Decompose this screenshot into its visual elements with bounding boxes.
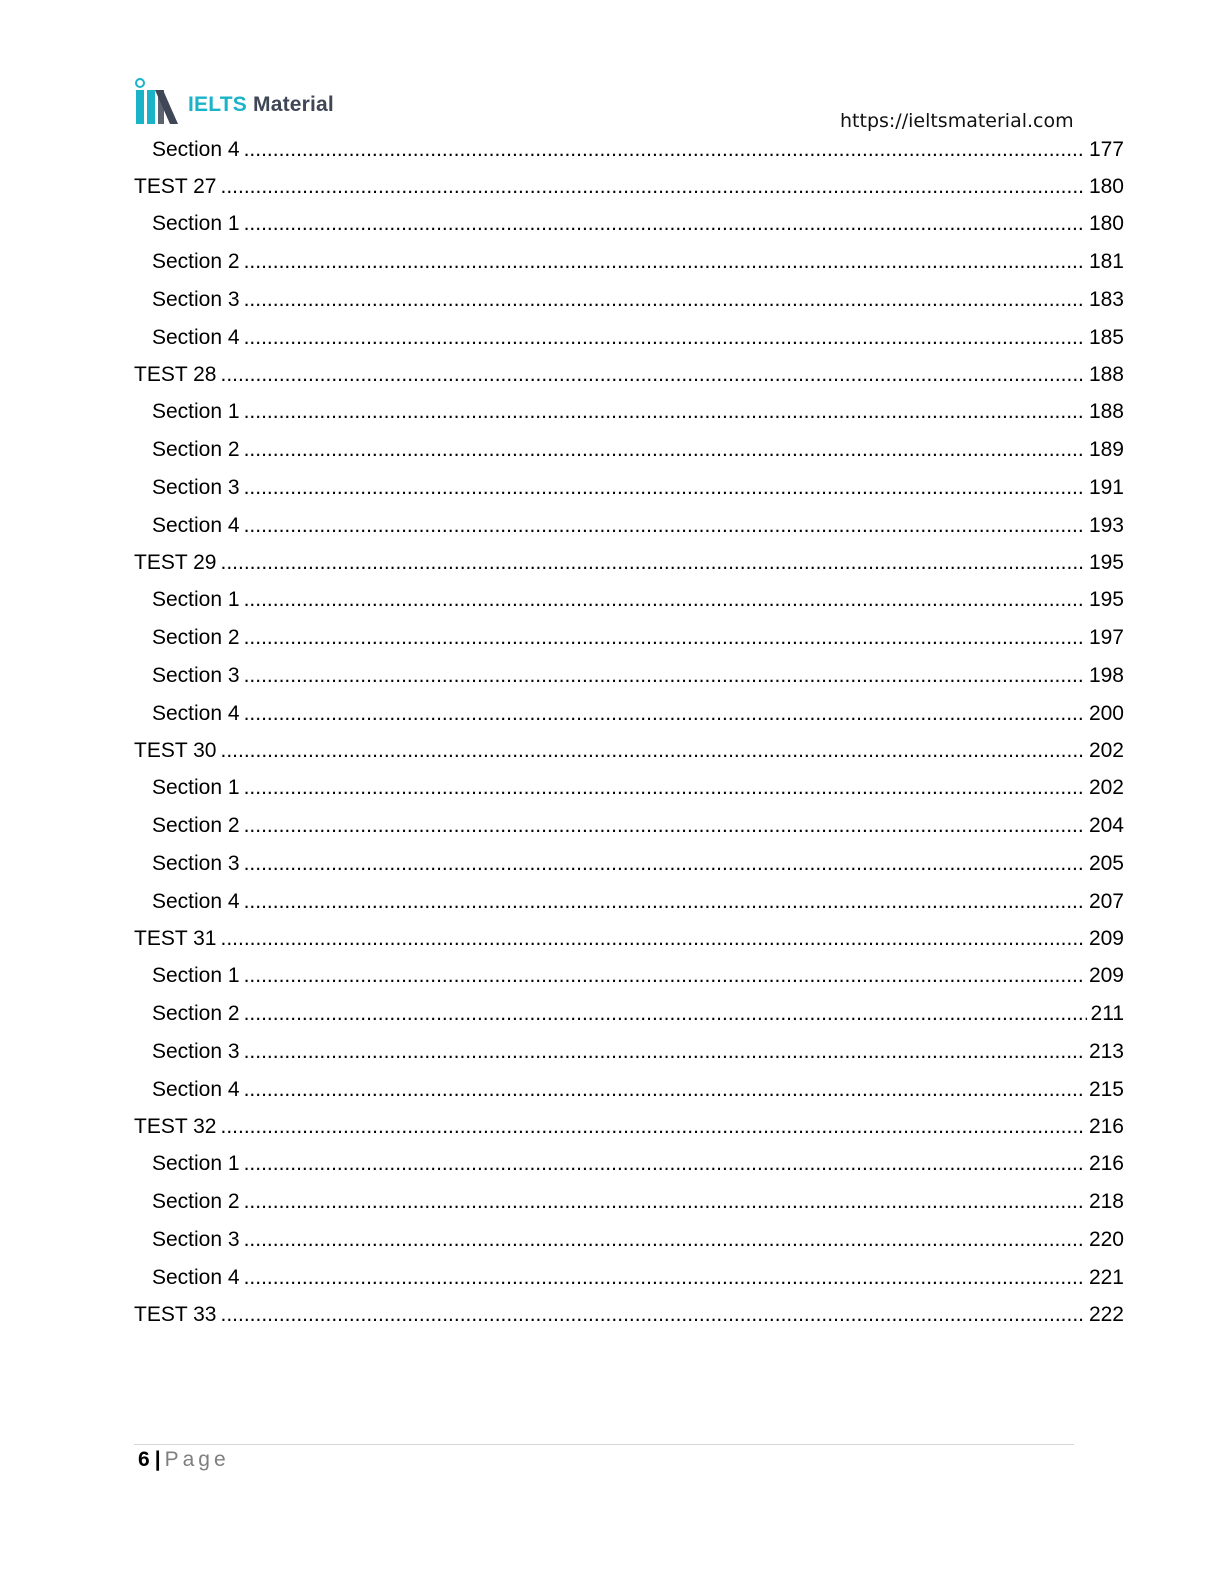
toc-entry-section[interactable] [134, 205, 1124, 243]
page-number: 6 [138, 1448, 150, 1471]
toc-entry-label: Section 4 [152, 514, 240, 537]
toc-entry-label: Section 4 [152, 138, 240, 161]
toc-entry-test[interactable] [134, 169, 1124, 205]
toc-entry-label: Section 2 [152, 250, 240, 273]
toc-entry-label: TEST 28 [134, 363, 217, 386]
toc-entry-label: TEST 29 [134, 551, 217, 574]
toc-dot-leader [244, 807, 1085, 845]
toc-dot-leader [244, 243, 1085, 281]
toc-entry-section[interactable] [134, 319, 1124, 357]
toc-entry-page: 198 [1088, 664, 1124, 687]
toc-dot-leader [244, 695, 1085, 733]
toc-dot-leader [244, 1071, 1085, 1109]
toc-entry-section[interactable] [134, 957, 1124, 995]
toc-entry-label: Section 4 [152, 890, 240, 913]
toc-entry-label: Section 3 [152, 288, 240, 311]
toc-entry-page: 191 [1088, 476, 1124, 499]
toc-dot-leader [220, 1109, 1084, 1145]
toc-dot-leader [220, 921, 1084, 957]
toc-entry-label: Section 4 [152, 1078, 240, 1101]
toc-entry-test[interactable] [134, 1297, 1124, 1333]
toc-entry-label: Section 2 [152, 1002, 240, 1025]
toc-entry-page: 181 [1088, 250, 1124, 273]
toc-dot-leader [220, 1297, 1084, 1333]
toc-entry-page: 188 [1088, 363, 1124, 386]
toc-entry-page: 213 [1088, 1040, 1124, 1063]
toc-dot-leader [244, 769, 1085, 807]
toc-entry-label: Section 2 [152, 626, 240, 649]
toc-dot-leader [244, 319, 1085, 357]
footer-separator: | [154, 1448, 161, 1471]
toc-entry-label: Section 1 [152, 1152, 240, 1175]
toc-entry-label: Section 1 [152, 964, 240, 987]
toc-entry-section[interactable] [134, 581, 1124, 619]
toc-entry-page: 216 [1088, 1115, 1124, 1138]
toc-dot-leader [244, 845, 1085, 883]
toc-entry-section[interactable] [134, 131, 1124, 169]
toc-dot-leader [244, 619, 1085, 657]
toc-entry-section[interactable] [134, 1259, 1124, 1297]
toc-entry-label: Section 1 [152, 400, 240, 423]
toc-entry-label: Section 3 [152, 664, 240, 687]
page-header [0, 0, 1224, 140]
toc-dot-leader [244, 131, 1085, 169]
toc-entry-label: Section 4 [152, 326, 240, 349]
toc-dot-leader [220, 357, 1084, 393]
toc-entry-page: 218 [1088, 1190, 1124, 1213]
toc-entry-section[interactable] [134, 243, 1124, 281]
toc-entry-page: 177 [1088, 138, 1124, 161]
toc-dot-leader [244, 507, 1085, 545]
toc-entry-page: 185 [1088, 326, 1124, 349]
toc-entry-page: 193 [1088, 514, 1124, 537]
toc-entry-section[interactable] [134, 1071, 1124, 1109]
toc-dot-leader [244, 995, 1087, 1033]
toc-entry-label: Section 3 [152, 852, 240, 875]
toc-entry-label: Section 3 [152, 1040, 240, 1063]
toc-entry-page: 222 [1088, 1303, 1124, 1326]
toc-dot-leader [244, 883, 1085, 921]
toc-entry-label: Section 2 [152, 1190, 240, 1213]
ielts-material-logo-icon [134, 78, 180, 126]
toc-entry-section[interactable] [134, 769, 1124, 807]
toc-entry-label: TEST 32 [134, 1115, 217, 1138]
toc-dot-leader [244, 431, 1085, 469]
toc-dot-leader [244, 1221, 1085, 1259]
toc-dot-leader [244, 957, 1085, 995]
toc-entry-label: Section 4 [152, 1266, 240, 1289]
toc-entry-section[interactable] [134, 883, 1124, 921]
toc-entry-page: 183 [1088, 288, 1124, 311]
toc-entry-page: 207 [1088, 890, 1124, 913]
toc-entry-label: Section 3 [152, 1228, 240, 1251]
toc-entry-test[interactable] [134, 733, 1124, 769]
toc-entry-section[interactable] [134, 807, 1124, 845]
toc-dot-leader [244, 281, 1085, 319]
toc-entry-page: 209 [1088, 927, 1124, 950]
toc-entry-section[interactable] [134, 1033, 1124, 1071]
toc-entry-section[interactable] [134, 695, 1124, 733]
toc-dot-leader [220, 733, 1084, 769]
toc-entry-test[interactable] [134, 357, 1124, 393]
toc-entry-page: 180 [1088, 212, 1124, 235]
logo-wordmark [188, 93, 334, 117]
toc-dot-leader [244, 1183, 1085, 1221]
page-footer [138, 1448, 230, 1472]
toc-entry-label: TEST 33 [134, 1303, 217, 1326]
toc-entry-section[interactable] [134, 619, 1124, 657]
toc-entry-label: Section 2 [152, 814, 240, 837]
toc-entry-page: 195 [1088, 551, 1124, 574]
toc-entry-label: TEST 30 [134, 739, 217, 762]
toc-entry-section[interactable] [134, 845, 1124, 883]
toc-entry-label: TEST 27 [134, 175, 217, 198]
toc-dot-leader [244, 205, 1085, 243]
toc-entry-section[interactable] [134, 657, 1124, 695]
toc-entry-page: 215 [1088, 1078, 1124, 1101]
toc-entry-page: 189 [1088, 438, 1124, 461]
toc-dot-leader [244, 1145, 1085, 1183]
toc-dot-leader [244, 1259, 1085, 1297]
toc-dot-leader [244, 581, 1085, 619]
toc-entry-label: Section 3 [152, 476, 240, 499]
toc-entry-page: 202 [1088, 739, 1124, 762]
toc-entry-page: 197 [1088, 626, 1124, 649]
toc-dot-leader [244, 1033, 1085, 1071]
logo-word-material: Material [253, 93, 334, 116]
toc-dot-leader [244, 657, 1085, 695]
toc-entry-page: 188 [1088, 400, 1124, 423]
toc-entry-label: Section 1 [152, 588, 240, 611]
toc-dot-leader [244, 393, 1085, 431]
page-word: Page [164, 1448, 230, 1471]
toc-entry-label: Section 1 [152, 776, 240, 799]
toc-entry-section[interactable] [134, 1145, 1124, 1183]
toc-entry-page: 209 [1088, 964, 1124, 987]
toc-entry-section[interactable] [134, 281, 1124, 319]
toc-entry-section[interactable] [134, 507, 1124, 545]
toc-entry-page: 204 [1088, 814, 1124, 837]
toc-entry-section[interactable] [134, 393, 1124, 431]
toc-entry-section[interactable] [134, 1221, 1124, 1259]
toc-entry-page: 195 [1088, 588, 1124, 611]
toc-entry-test[interactable] [134, 921, 1124, 957]
toc-entry-page: 205 [1088, 852, 1124, 875]
ielts-material-logo [134, 78, 334, 126]
toc-dot-leader [220, 169, 1084, 205]
toc-entry-label: Section 4 [152, 702, 240, 725]
toc-dot-leader [220, 545, 1084, 581]
logo-word-ielts: IELTS [188, 93, 247, 116]
toc-entry-page: 221 [1088, 1266, 1124, 1289]
toc-entry-label: Section 1 [152, 212, 240, 235]
toc-entry-label: TEST 31 [134, 927, 217, 950]
footer-divider [134, 1444, 1074, 1445]
toc-entry-page: 216 [1088, 1152, 1124, 1175]
toc-entry-page: 220 [1088, 1228, 1124, 1251]
toc-entry-page: 180 [1088, 175, 1124, 198]
toc-entry-section[interactable] [134, 1183, 1124, 1221]
toc-dot-leader [244, 469, 1085, 507]
toc-entry-section[interactable] [134, 995, 1124, 1033]
toc-entry-page: 200 [1088, 702, 1124, 725]
toc-entry-section[interactable] [134, 431, 1124, 469]
toc-entry-test[interactable] [134, 545, 1124, 581]
toc-entry-section[interactable] [134, 469, 1124, 507]
toc-entry-label: Section 2 [152, 438, 240, 461]
site-url[interactable]: https://ieltsmaterial.com [840, 110, 1074, 132]
toc-entry-page: 202 [1088, 776, 1124, 799]
table-of-contents [134, 131, 1124, 1333]
toc-entry-page: 211 [1090, 1002, 1124, 1025]
toc-entry-test[interactable] [134, 1109, 1124, 1145]
